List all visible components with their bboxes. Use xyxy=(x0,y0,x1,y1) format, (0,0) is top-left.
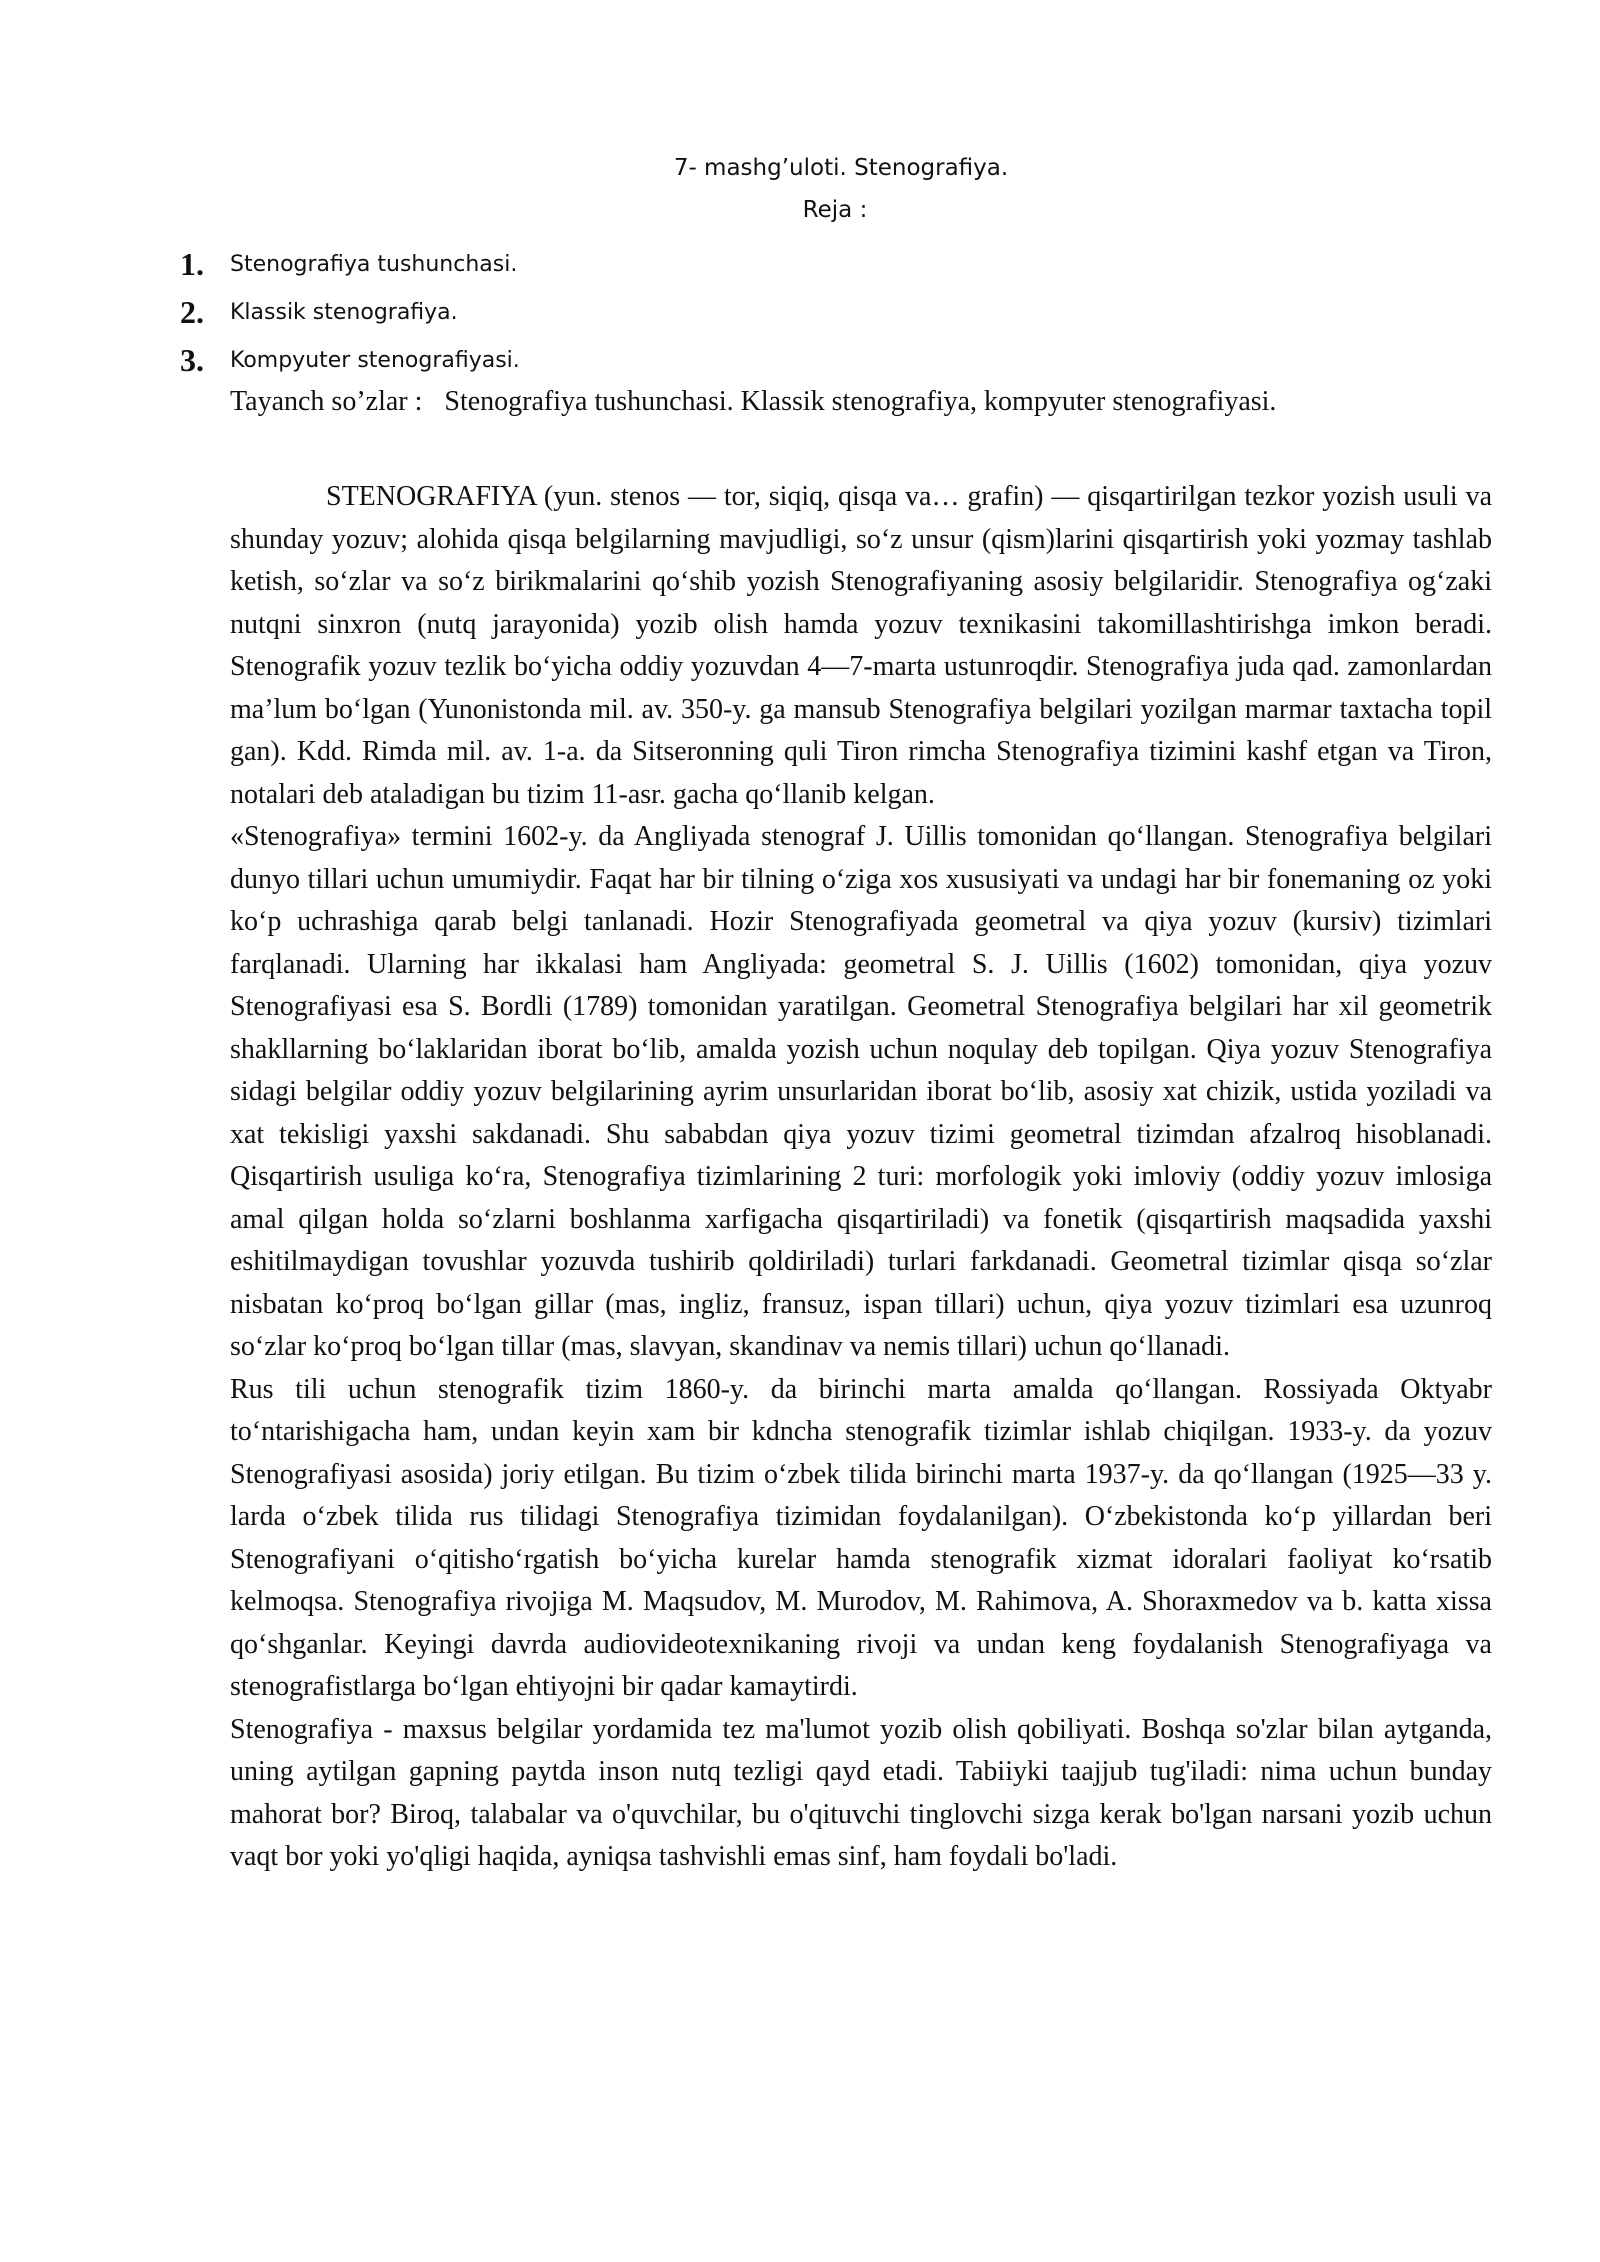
list-item xyxy=(180,288,520,336)
list-item-text: Klassik stenografiya. xyxy=(230,299,458,325)
lesson-title: 7- mashg’uloti. Stenografiya. xyxy=(673,155,1009,181)
paragraph-uzbek-stenography: Rus tili uchun stenografik tizim 1860-y. da birinchi marta amalda qoʻllangan. Rossiyada Oktyabr toʻntarishigacha ham, undan keyin xam bir kdncha stenografik tizimlar ishlab chiqilgan. 1933-y. da yozuv Stenografiyasi asosida) joriy etilgan. Bu tizim oʻzbek tilida birinchi marta 1937-y. da qoʻllangan (1925—33 y. larda oʻzbek tilida rus tilidagi Stenografiya tizimidan foydalanilgan). Oʻzbekistonda koʻp yillardan beri Stenografiyani oʻqitishoʻrgatish boʻyicha kurelar hamda stenografik xizmat idoralari faoliyat koʻrsatib kelmoqsa. Stenografiya rivojiga M. Maqsudov, M. Murodov, M. Rahimova, A. Shoraxmedov va b. katta xissa qoʻshganlar. Keyingi davrda audiovideotexnikaning rivoji va undan keng foydalanish Stenografiyaga va stenografistlarga boʻlgan ehtiyojni bir qadar kamaytirdi. xyxy=(230,1373,1492,1702)
list-item xyxy=(180,240,520,288)
plan-heading: Reja : xyxy=(802,197,868,223)
body-text xyxy=(230,476,1492,1879)
paragraph-history: «Stenografiya» termini 1602-y. da Angliyada stenograf J. Uillis tomonidan qoʻllangan. Stenografiya belgilari dunyo tillari uchun umumiydir. Faqat har bir tilning oʻziga xos xususiyati va undagi har bir fonemaning oz yoki koʻp uchrashiga qarab belgi tanlanadi. Hozir Stenografiyada geometral va qiya yozuv (kursiv) tizimlari farqlanadi. Ularning har ikkalasi ham Angliyada: geometral S. J. Uillis (1602) tomonidan, qiya yozuv Stenografiyasi esa S. Bordli (1789) tomonidan yaratilgan. Geometral Stenografiya belgilari har xil geometrik shakllarning boʻlaklaridan iborat boʻlib, amalda yozish uchun noqulay deb topilgan. Qiya yozuv Stenografiya sidagi belgilar oddiy yozuv belgilarining ayrim unsurlaridan iborat boʻlib, asosiy xat chizik, ustida yoziladi va xat tekisligi yaxshi sakdanadi. Shu sababdan qiya yozuv tizimi geometral tizimdan afzalroq hisoblanadi. Qisqartirish usuliga koʻra, Stenografiya tizimlarining 2 turi: morfologik yoki imloviy (oddiy yozuv imlosiga amal qilgan holda soʻzlarni boshlanma xarfigacha qisqartiriladi) va fonetik (qisqartirish maqsadida yaxshi eshitilmaydigan tovushlar yozuvda tushirib qoldiriladi) turlari farkdanadi. Geometral tizimlar qisqa soʻzlar nisbatan koʻproq boʻlgan gillar (mas, ingliz, fransuz, ispan tillari) uchun, qiya yozuv tizimlari esa uzunroq soʻzlar koʻproq boʻlgan tillar (mas, slavyan, skandinav va nemis tillari) uchun qoʻllanadi. xyxy=(230,821,1492,1362)
keywords-line xyxy=(230,386,1276,418)
list-item-number: 1. xyxy=(180,245,204,282)
list-item-number: 3. xyxy=(180,341,204,378)
paragraph-definition: STENOGRAFIYA (yun. stenos — tor, siqiq, qisqa va… grafin) — qisqartirilgan tezkor yozish usuli va shunday yozuv; alohida qisqa belgilarning mavjudligi, soʻz unsur (qism)larini qisqartirish yoki yozmay tashlab ketish, soʻzlar va soʻz birikmalarini qoʻshib yozish Stenografiyaning asosiy belgilaridir. Stenografiya ogʻzaki nutqni sinxron (nutq jarayonida) yozib olish hamda yozuv texnikasini takomillashtirishga imkon beradi. Stenografik yozuv tezlik boʻyicha oddiy yozuvdan 4—7-marta ustunroqdir. Stenografiya juda qad. zamonlardan maʼlum boʻlgan (Yunonistonda mil. av. 350-y. ga mansub Stenografiya belgilari yozilgan marmar taxtacha topil gan). Kdd. Rimda mil. av. 1-a. da Sitseronning quli Tiron rimcha Stenografiya tizimini kashf etgan va Tiron, notalari deb ataladigan bu tizim 11-asr. gacha qoʻllanib kelgan. xyxy=(230,481,1492,810)
keywords-text: Stenografiya tushunchasi. Klassik stenografiya, kompyuter stenografiyasi. xyxy=(444,386,1277,417)
paragraph-skill: Stenografiya - maxsus belgilar yordamida tez ma'lumot yozib olish qobiliyati. Boshqa so'zlar bilan aytganda, uning aytilgan gapning paytda inson nutq tezligi qayd etadi. Tabiiyki taajjub tug'iladi: nima uchun bunday mahorat bor? Biroq, talabalar va o'quvchilar, bu o'qituvchi tinglovchi sizga kerak bo'lgan narsani yozib uchun vaqt bor yoki yo'qligi haqida, ayniqsa tashvishli emas sinf, ham foydali bo'ladi. xyxy=(230,1713,1492,1872)
list-item-text: Stenografiya tushunchasi. xyxy=(230,251,518,277)
list-item xyxy=(180,336,520,384)
keywords-label: Tayanch so’zlar : xyxy=(230,386,423,417)
plan-list xyxy=(180,240,520,384)
list-item-number: 2. xyxy=(180,293,204,330)
list-item-text: Kompyuter stenografiyasi. xyxy=(230,347,520,373)
